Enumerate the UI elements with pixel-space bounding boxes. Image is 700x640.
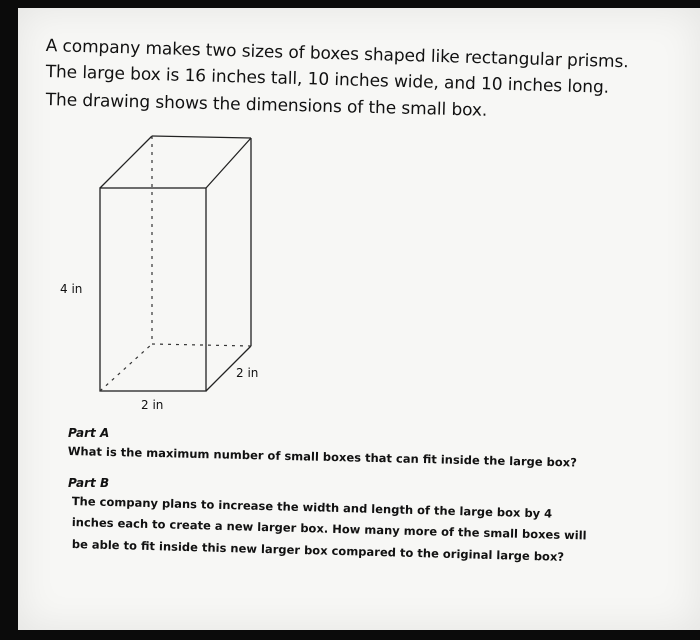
part-b-heading: Part B <box>68 476 110 490</box>
part-b-question-line-2: inches each to create a new larger box. How many more of the small boxes will <box>71 515 587 543</box>
intro-line-2: The large box is 16 inches tall, 10 inches wide, and 10 inches long. <box>45 62 610 98</box>
depth-label: 2 in <box>236 366 259 380</box>
part-b-question-line-3: be able to fit inside this new larger box compared to the original large box? <box>71 537 565 564</box>
part-a-question: What is the maximum number of small boxes that can fit inside the large box? <box>67 444 577 470</box>
intro-line-1: A company makes two sizes of boxes shaped like rectangular prisms. <box>45 36 629 73</box>
height-label: 4 in <box>60 282 83 296</box>
box-top-edge-left <box>100 136 152 188</box>
box-top-edge-back <box>152 136 251 138</box>
width-label: 2 in <box>141 398 164 412</box>
part-b-question-line-1: The company plans to increase the width and length of the large box by 4 <box>71 494 553 521</box>
box-hidden-bottom-back-edge <box>152 344 251 346</box>
box-hidden-bottom-left-edge <box>100 344 152 391</box>
part-a-heading: Part A <box>68 426 110 440</box>
box-top-edge-right <box>206 138 251 188</box>
photo-bottom-edge <box>0 630 700 640</box>
intro-line-3: The drawing shows the dimensions of the small box. <box>45 90 488 121</box>
box-front-face <box>100 188 206 391</box>
